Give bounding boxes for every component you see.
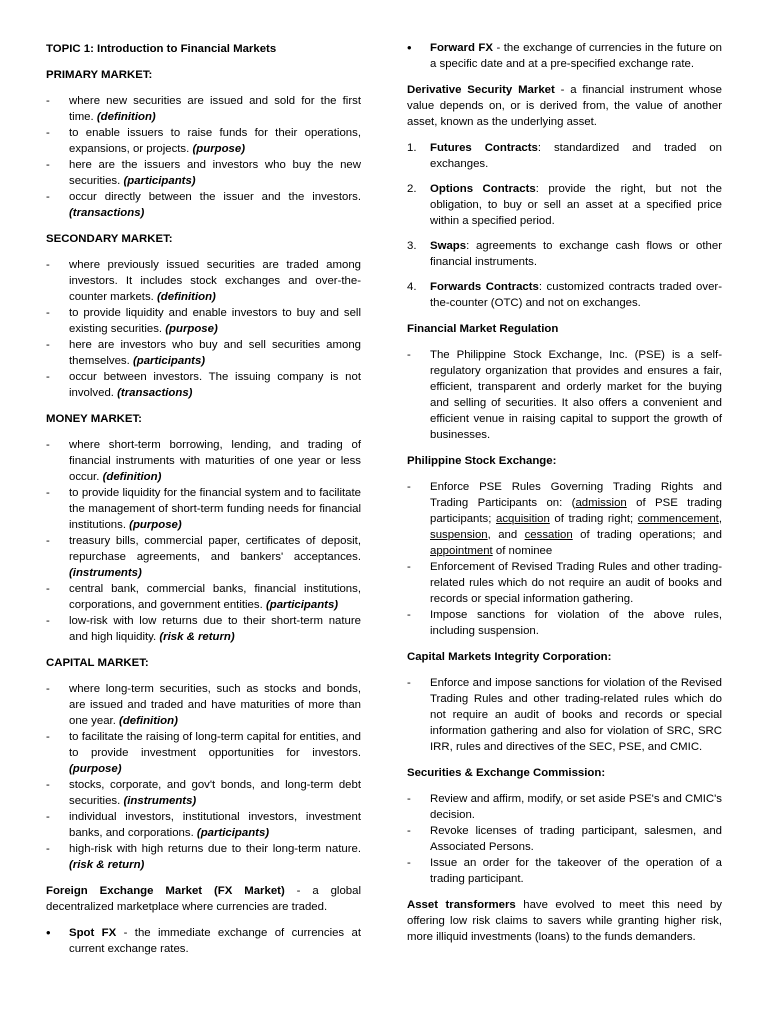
list-item: - stocks, corporate, and gov't bonds, and long-term debt securities. (instruments) <box>46 777 361 809</box>
sec-heading: Securities & Exchange Commission: <box>407 767 606 779</box>
list-item: - Revoke licenses of trading participant, salesmen, and Associated Persons. <box>407 823 722 855</box>
cmic-list <box>407 675 722 755</box>
list-item: - to provide liquidity and enable investors to buy and sell existing securities. (purpose) <box>46 305 361 337</box>
topic-title: TOPIC 1: Introduction to Financial Markets <box>46 43 277 55</box>
list-item: - where previously issued securities are traded among investors. It includes stock exchanges and over-the-counter markets. (definition) <box>46 257 361 305</box>
pse-list <box>407 479 722 639</box>
fx-market-paragraph: Foreign Exchange Market (FX Market) - a global decentralized marketplace where currencies are traded. <box>46 885 361 913</box>
sec-list <box>407 791 722 887</box>
list-item: - The Philippine Stock Exchange, Inc. (PSE) is a self-regulatory organization that provides and ensures a fair, efficient, transparent and orderly market for the buying and selling of securities. It also offers a convenient and efficient venue in raising capital to support the growth of businesses. <box>407 347 722 443</box>
regulation-list <box>407 347 722 443</box>
list-item: - where long-term securities, such as stocks and bonds, are issued and traded and have maturities of more than one year. (definition) <box>46 681 361 729</box>
list-item: - where new securities are issued and sold for the first time. (definition) <box>46 93 361 125</box>
list-item: - treasury bills, commercial paper, certificates of deposit, repurchase agreements, and bankers' acceptances. (instruments) <box>46 533 361 581</box>
list-item: - here are investors who buy and sell securities among themselves. (participants) <box>46 337 361 369</box>
list-item: • Forward FX - the exchange of currencies in the future on a specific date and at a pre-specified exchange rate. <box>407 40 722 72</box>
list-item: - low-risk with low returns due to their short-term nature and high liquidity. (risk & return) <box>46 613 361 645</box>
forward-fx-list <box>407 40 722 72</box>
list-item: - Enforcement of Revised Trading Rules and other trading-related rules which do not require an audit of books and records or special information gathering. <box>407 559 722 607</box>
list-item: - here are the issuers and investors who buy the new securities. (participants) <box>46 157 361 189</box>
capital-market-heading: CAPITAL MARKET: <box>46 657 149 669</box>
list-item: - Review and affirm, modify, or set aside PSE's and CMIC's decision. <box>407 791 722 823</box>
list-item: - Issue an order for the takeover of the operation of a trading participant. <box>407 855 722 887</box>
list-item: 2. Options Contracts: provide the right, but not the obligation, to buy or sell an asset at a specified price within a specified period. <box>407 183 722 227</box>
pse-heading: Philippine Stock Exchange: <box>407 455 557 467</box>
list-item: - where short-term borrowing, lending, and trading of financial instruments with maturities of one year or less occur. (definition) <box>46 437 361 485</box>
list-item: - to facilitate the raising of long-term capital for entities, and to provide investment opportunities for investors. (purpose) <box>46 729 361 777</box>
primary-market-heading: PRIMARY MARKET: <box>46 69 153 81</box>
left-column <box>46 40 361 1024</box>
list-item: - Enforce PSE Rules Governing Trading Rights and Trading Participants on: (admission of PSE trading participants; acquisition of trading right; commencement, suspension, and cessation of trading operations; and appointment of nominee <box>407 479 722 559</box>
primary-market-list <box>46 93 361 221</box>
secondary-market-heading: SECONDARY MARKET: <box>46 233 173 245</box>
list-item: - Enforce and impose sanctions for violation of the Revised Trading Rules and other trading-related rules which do not require an audit of books and records or special information gathering and also for violation of SRC, SRC IRR, rules and directives of the SEC, PSE, and CMIC. <box>407 675 722 755</box>
fx-types-list <box>46 925 361 957</box>
derivative-market-paragraph: Derivative Security Market - a financial instrument whose value depends on, or is derived from, the value of another asset, known as the underlying asset. <box>407 84 722 128</box>
list-item: 3. Swaps: agreements to exchange cash flows or other financial instruments. <box>407 240 722 268</box>
money-market-heading: MONEY MARKET: <box>46 413 142 425</box>
list-item: - to enable issuers to raise funds for their operations, expansions, or projects. (purpose) <box>46 125 361 157</box>
capital-market-list <box>46 681 361 873</box>
list-item: - occur between investors. The issuing company is not involved. (transactions) <box>46 369 361 401</box>
list-item: • Spot FX - the immediate exchange of currencies at current exchange rates. <box>46 925 361 957</box>
list-item: 1. Futures Contracts: standardized and traded on exchanges. <box>407 142 722 170</box>
list-item: - individual investors, institutional investors, investment banks, and corporations. (participants) <box>46 809 361 841</box>
list-item: - occur directly between the issuer and the investors. (transactions) <box>46 189 361 221</box>
asset-transformers-paragraph: Asset transformers have evolved to meet this need by offering low risk claims to savers while granting higher risk, more illiquid investments (loans) to the funds demanders. <box>407 899 722 943</box>
secondary-market-list <box>46 257 361 401</box>
list-item: - to provide liquidity for the financial system and to facilitate the management of short-term funding needs for financial institutions. (purpose) <box>46 485 361 533</box>
list-item: 4. Forwards Contracts: customized contracts traded over-the-counter (OTC) and not on exchanges. <box>407 281 722 309</box>
list-item: - Impose sanctions for violation of the above rules, including suspension. <box>407 607 722 639</box>
money-market-list <box>46 437 361 645</box>
right-column <box>407 40 722 1024</box>
regulation-heading: Financial Market Regulation <box>407 323 559 335</box>
list-item: - central bank, commercial banks, financial institutions, corporations, and government entities. (participants) <box>46 581 361 613</box>
cmic-heading: Capital Markets Integrity Corporation: <box>407 651 612 663</box>
list-item: - high-risk with high returns due to their long-term nature. (risk & return) <box>46 841 361 873</box>
derivative-types-list <box>407 140 722 311</box>
